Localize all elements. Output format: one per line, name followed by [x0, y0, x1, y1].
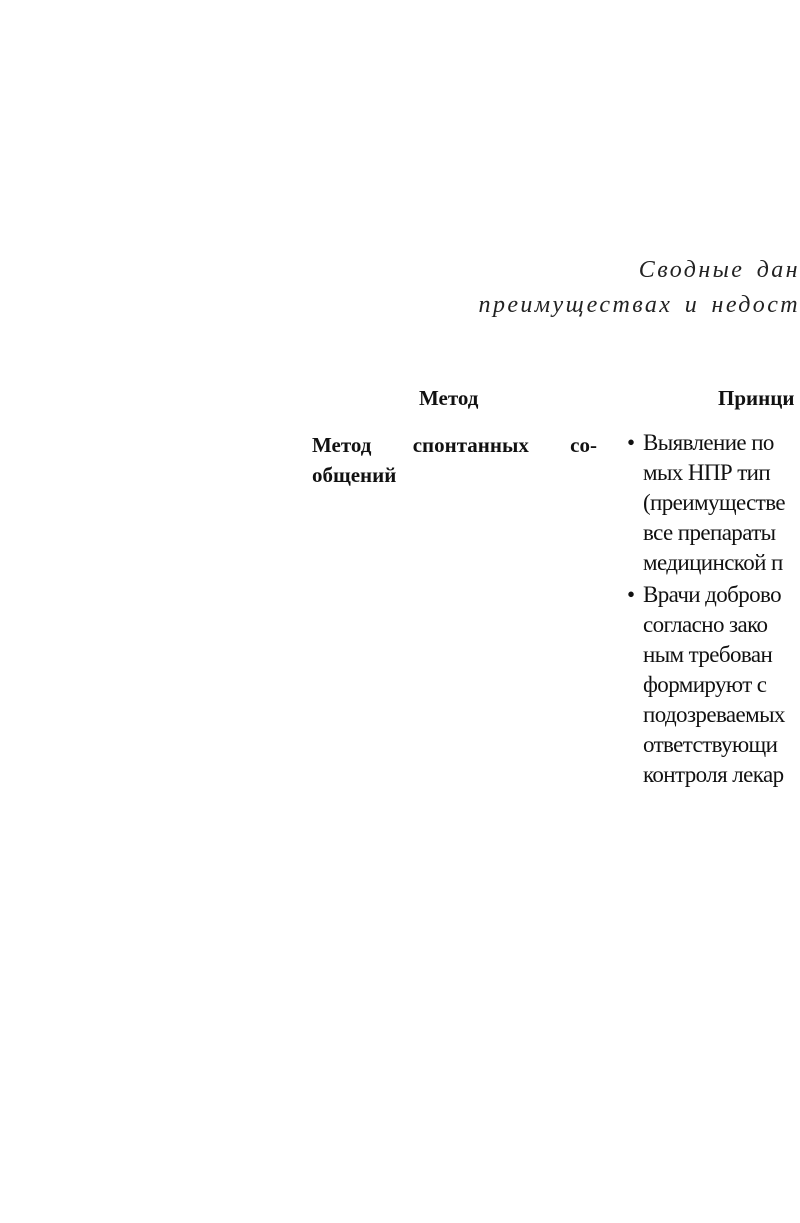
bullet-icon: • — [627, 582, 635, 607]
bullet-line: ным требован — [643, 642, 773, 667]
bullet-line: все препараты — [643, 520, 776, 545]
bullet-item — [627, 580, 785, 790]
bullet-item — [627, 428, 785, 578]
method-cell — [312, 430, 597, 490]
method-line-1 — [312, 430, 597, 460]
bullet-line: контроля лекар — [643, 762, 784, 787]
bullet-line: согласно зако — [643, 612, 768, 637]
bullet-icon: • — [627, 430, 635, 455]
method-word: спонтанных — [412, 433, 529, 457]
caption-line-2: преимуществах и недост — [478, 292, 800, 318]
method-word: Метод — [312, 433, 372, 457]
bullet-line: (преимуществе — [643, 490, 785, 515]
bullet-line: формируют с — [643, 672, 767, 697]
method-word: со- — [570, 433, 597, 457]
caption-line-1: Сводные дан — [638, 257, 800, 283]
column-header-principle: Принци — [718, 386, 795, 410]
bullet-line: ответствующи — [643, 732, 778, 757]
column-header-method: Метод — [419, 386, 479, 410]
bullet-line: мых НПР тип — [643, 460, 771, 485]
bullet-line: подозреваемых — [643, 702, 785, 727]
bullet-line: Врачи доброво — [643, 582, 782, 607]
bullet-line: Выявление по — [643, 430, 774, 455]
method-line-2: общений — [312, 463, 397, 487]
bullet-line: медицинской п — [643, 550, 783, 575]
principle-cell — [627, 428, 785, 790]
